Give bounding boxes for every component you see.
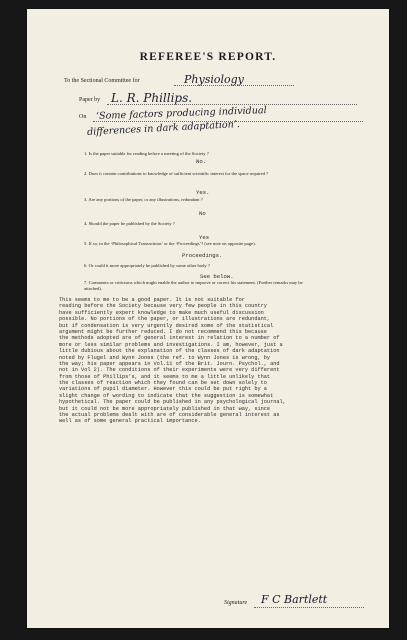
comments-body <box>59 297 355 425</box>
signature-value: F C Bartlett <box>261 593 328 606</box>
on-value-line2: differences in dark adaptation’. <box>86 119 241 138</box>
committee-row <box>64 75 334 87</box>
signature-label: Signature <box>224 600 248 606</box>
answer-2: Yes. <box>196 189 210 196</box>
on-label: On <box>79 114 87 120</box>
question-5: 5. If so, in the ‘Philosophical Transactions’ or the ‘Proceedings’? (see note on opposite page). <box>84 241 256 246</box>
answer-3: No <box>199 210 206 217</box>
comment-line: possible. No portions of the paper, or illustrations are redundant, <box>59 316 271 323</box>
signature-rule <box>254 607 364 608</box>
on-value-line1: ‘Some factors producing individual <box>95 105 267 122</box>
comment-line: slight change of wording to indicate that the suggestion is somewhat <box>59 392 274 399</box>
question-4: 4. Should the paper be published by the Society ? <box>84 221 175 226</box>
comment-line: noted by Flugel and Wynn Jones (the ref. to Wynn Jones is wrong, by <box>59 354 271 361</box>
comment-line: hypothetical. The paper could be published in any psychological journal, <box>59 399 286 406</box>
comment-line: the classes of reaction which they found can be set down solely to <box>59 380 267 387</box>
comment-line: variations of pupil diameter. However this could be put right by a <box>59 386 267 393</box>
page-title: REFEREE'S REPORT. <box>139 51 277 63</box>
answer-7: See below. <box>200 273 234 280</box>
question-6: 6. Or could it more appropriately be published by some other body ? <box>84 263 210 268</box>
comment-line: from those of Phillips's, and it seems to me a little unlikely that <box>59 373 271 380</box>
comment-line: but it could not be more appropriately published in that way, since <box>59 405 271 412</box>
signature-row <box>224 593 374 611</box>
question-3: 3. Are any portions of the paper, or any illustrations, redundant ? <box>84 197 203 202</box>
answer-4: Yes <box>199 234 210 241</box>
question-2: 2. Does it contain contributions to knowledge of sufficient scientific interest for the space required ? <box>84 171 269 176</box>
referee-report-page <box>27 9 389 628</box>
comment-line: the methods adopted are of general interest in relation to a number of <box>59 335 280 342</box>
question-1: 1. Is the paper suitable for reading before a meeting of the Society ? <box>84 151 209 156</box>
comment-line: more or less similar problems and investigations. I am, however, just a <box>59 341 283 348</box>
comment-line: argument might be further reduced. I do not recommend this because <box>59 328 267 335</box>
comment-line: reading before the Society because very few people in this country <box>59 303 267 310</box>
comment-line: the way; his paper appears in Vol.11 of the Brit. Journ. Psychol., and <box>59 360 280 367</box>
paper-by-row <box>79 93 369 107</box>
answer-1: No. <box>196 158 207 165</box>
question-7: 7. Comments or criticisms which might enable the author to improve or correct his statement. (Further remarks may be attached). <box>84 280 303 291</box>
on-row <box>79 105 379 148</box>
comment-line: little dubious about the explanation of the classes of dark adaptation <box>59 348 280 355</box>
comment-line: the actual problems dealt with are of considerable general interest as <box>59 412 280 419</box>
comment-line: well as of some general practical importance. <box>59 418 201 425</box>
answer-5: Proceedings. <box>182 252 223 259</box>
comment-line: This seems to me to be a good paper. It is not suitable for <box>59 297 245 303</box>
committee-value: Physiology <box>184 73 244 86</box>
paper-by-label: Paper by <box>79 97 101 103</box>
paper-by-value: L. R. Phillips. <box>111 91 193 105</box>
committee-label: To the Sectional Committee for <box>64 78 140 84</box>
comment-line: but if condensation is very urgently desired some of the statistical <box>59 322 274 329</box>
comment-line: not in Vol 2). The conditions of their experiments were very different <box>59 367 280 374</box>
comment-line: have sufficiently expert knowledge to make much useful discussion <box>59 309 264 316</box>
